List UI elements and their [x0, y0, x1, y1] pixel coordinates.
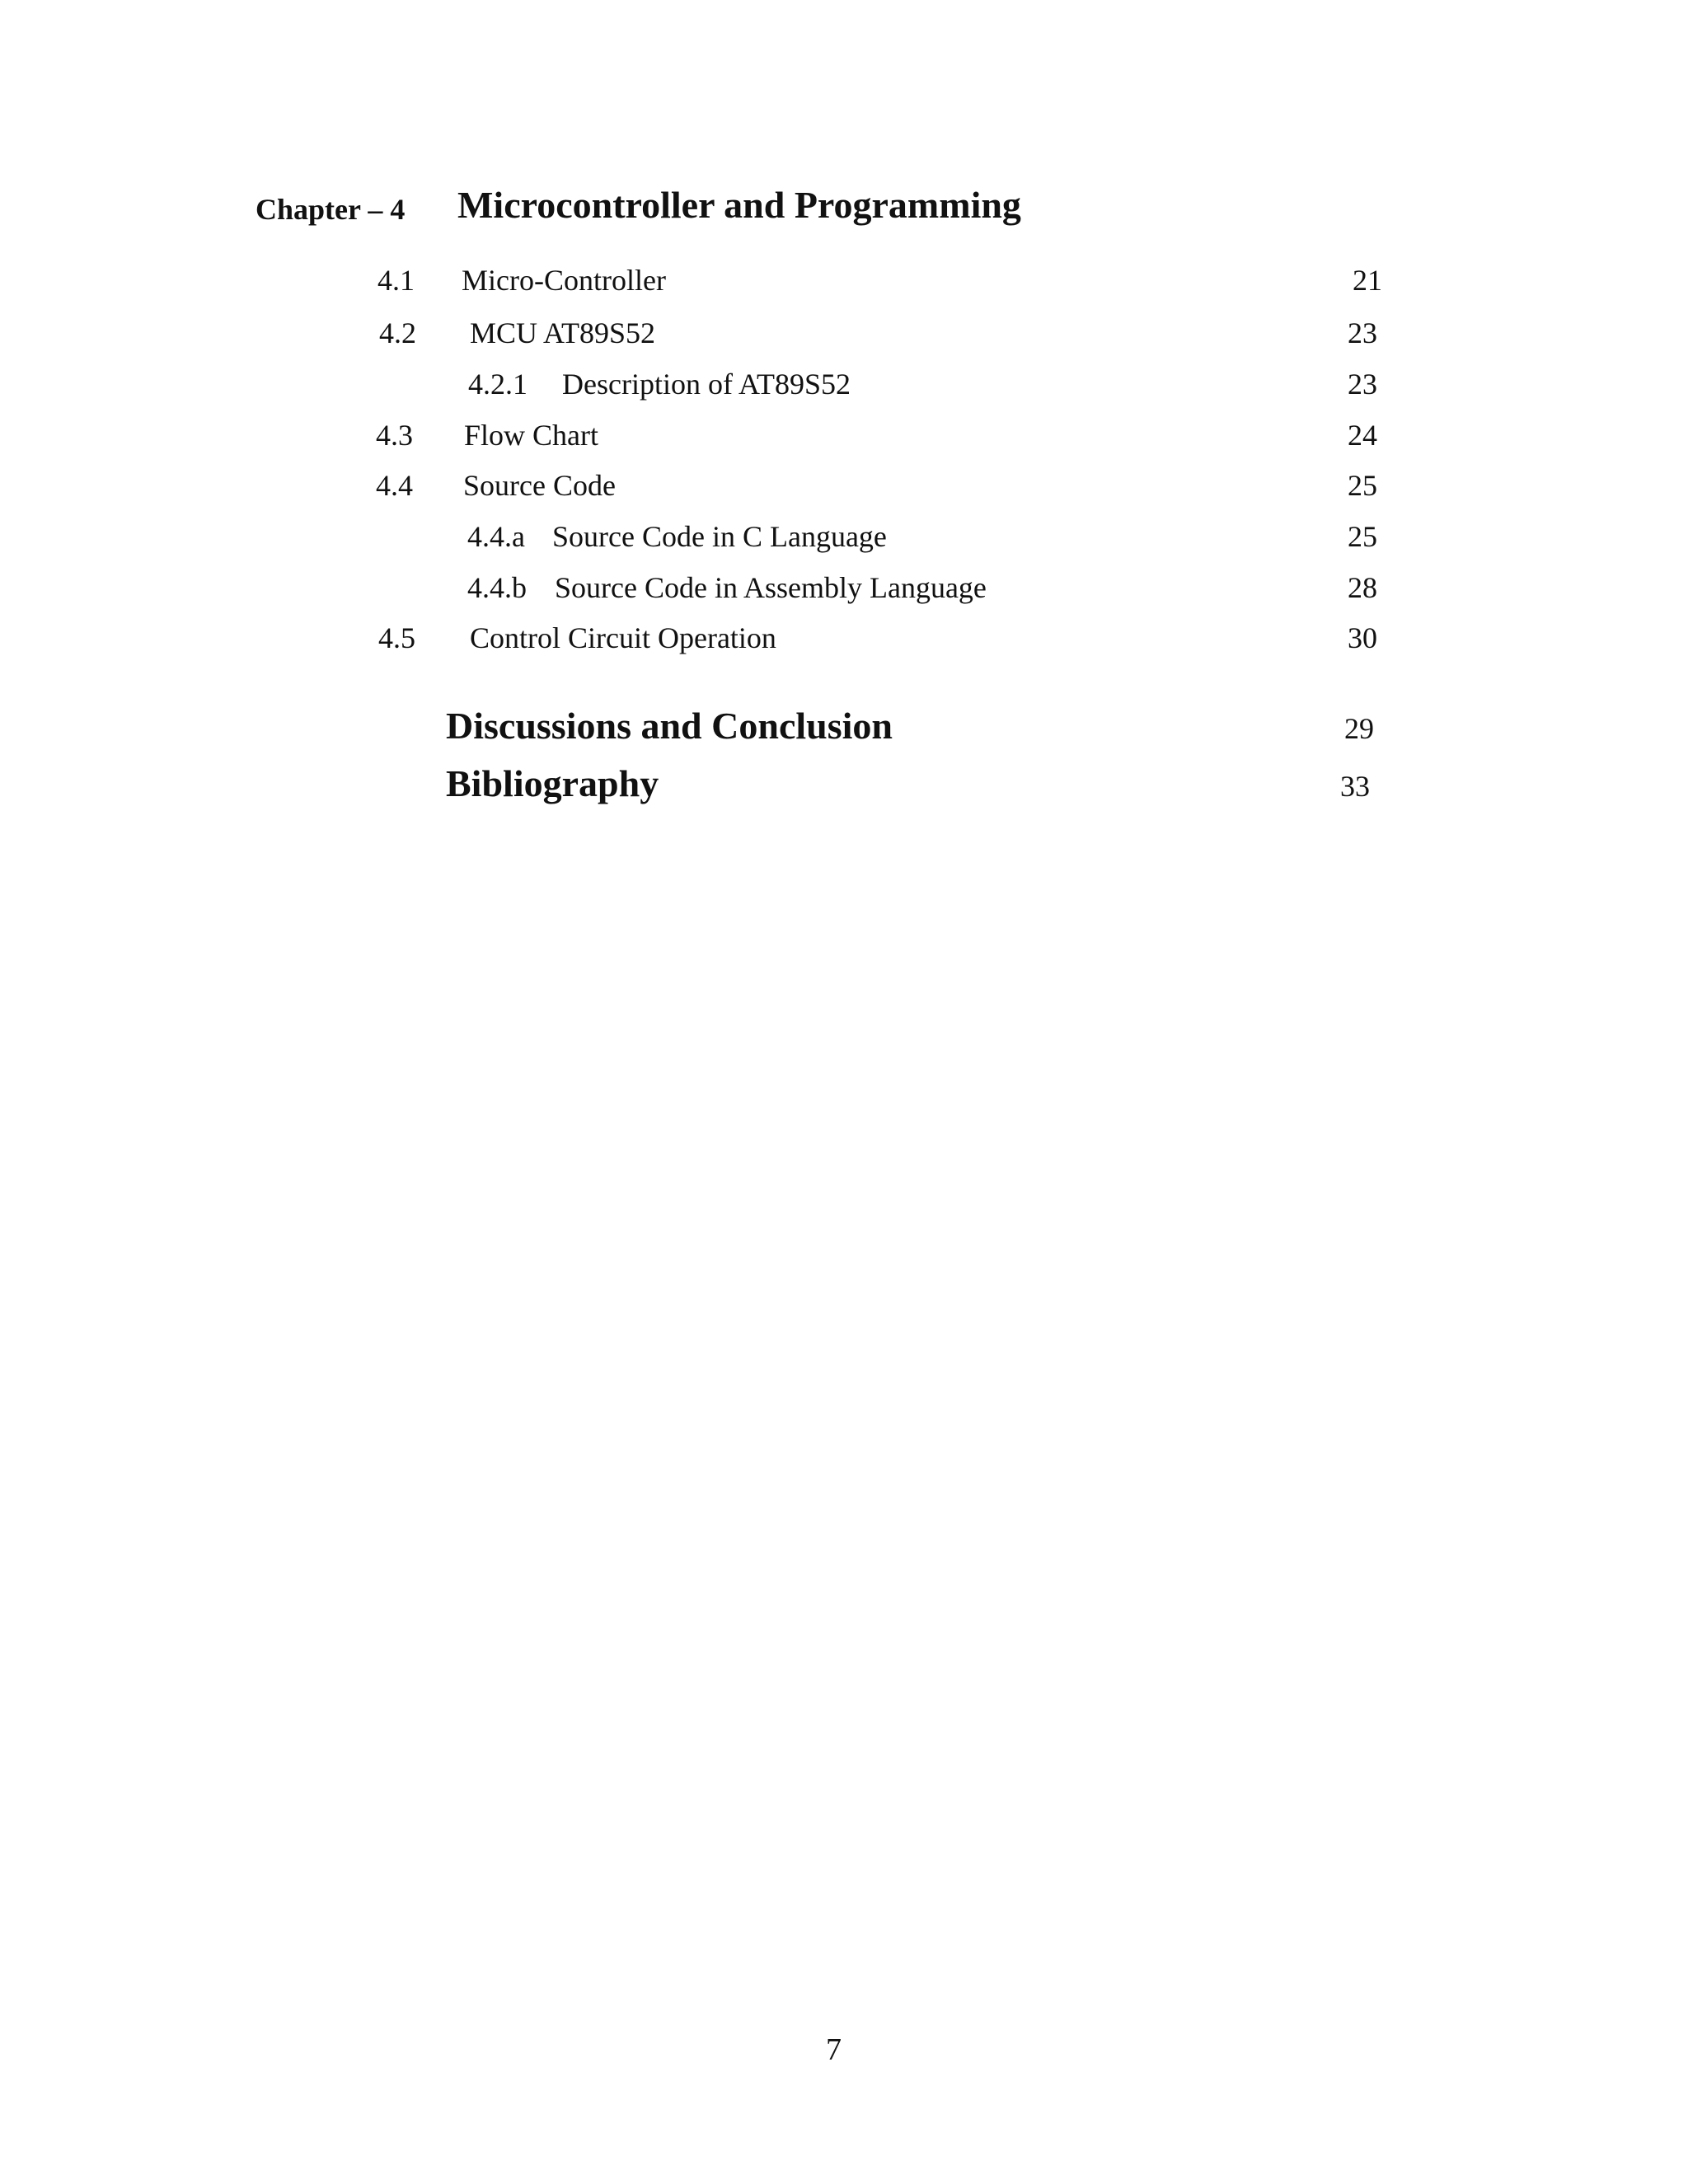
toc-entry-number: 4.4.b [467, 571, 527, 604]
toc-entry-page: 23 [1348, 316, 1377, 349]
toc-entry-title: Micro-Controller [462, 264, 666, 297]
toc-entry-page: 24 [1348, 419, 1377, 452]
chapter-title: Microcontroller and Programming [457, 184, 1021, 226]
toc-entry-number: 4.4 [376, 469, 413, 502]
toc-entry-page: 23 [1348, 368, 1377, 401]
toc-major-page: 33 [1340, 770, 1370, 803]
toc-entry-title: Control Circuit Operation [470, 621, 776, 654]
toc-entry-number: 4.2.1 [468, 368, 528, 401]
toc-entry-title: Source Code [463, 469, 616, 502]
toc-entry-page: 30 [1348, 621, 1377, 654]
toc-entry-page: 28 [1348, 571, 1377, 604]
toc-entry-title: Source Code in C Language [552, 520, 887, 553]
toc-major-page: 29 [1344, 712, 1374, 745]
toc-entry-page: 25 [1348, 469, 1377, 502]
toc-entry-title: Flow Chart [464, 419, 599, 452]
toc-entry-number: 4.4.a [467, 520, 525, 553]
toc-entry-number: 4.3 [376, 419, 413, 452]
page-number: 7 [826, 2032, 842, 2067]
toc-entry-page: 21 [1353, 264, 1382, 297]
toc-entry-number: 4.1 [377, 264, 415, 297]
toc-entry-number: 4.2 [379, 316, 416, 349]
toc-major-title: Discussions and Conclusion [446, 705, 893, 747]
toc-entry-page: 25 [1348, 520, 1377, 553]
toc-entry-title: MCU AT89S52 [470, 316, 656, 349]
toc-major-title: Bibliography [446, 762, 659, 804]
toc-entry-number: 4.5 [378, 621, 415, 654]
toc-entry-title: Description of AT89S52 [562, 368, 851, 401]
toc-entry-title: Source Code in Assembly Language [555, 571, 987, 604]
chapter-label: Chapter – 4 [256, 193, 406, 226]
